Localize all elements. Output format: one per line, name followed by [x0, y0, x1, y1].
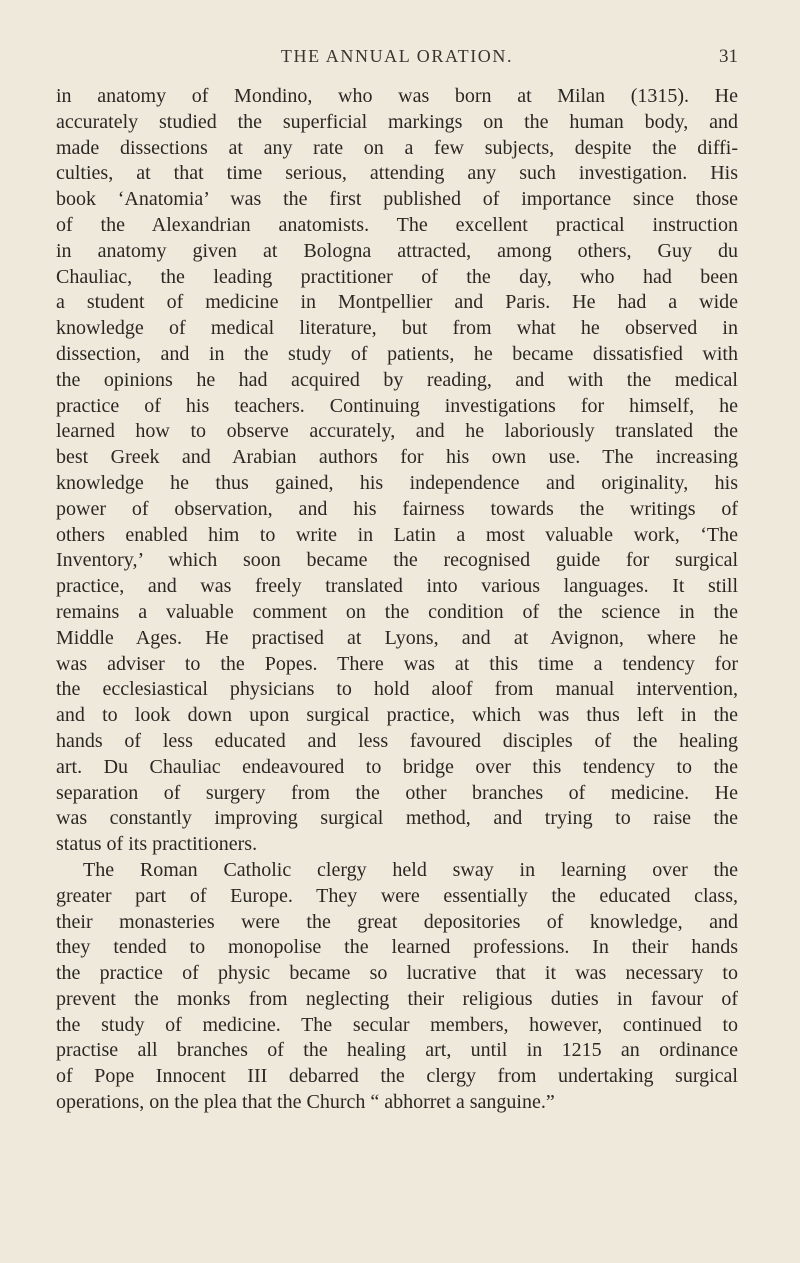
text-line: made dissections at any rate on a few subjects, despite the diffi- — [56, 136, 738, 159]
text-line: best Greek and Arabian authors for his own use. The increasing — [56, 446, 738, 469]
paragraph-last-line: operations, on the plea that the Church “ abhorret a sanguine.” — [56, 1091, 555, 1114]
text-line: practice, and was freely translated into various languages. It still — [56, 575, 738, 598]
text-line: and to look down upon surgical practice, which was thus left in the — [56, 704, 738, 727]
text-line: dissection, and in the study of patients, he became dissatisfied with — [56, 342, 738, 365]
text-line: Middle Ages. He practised at Lyons, and at Avignon, where he — [56, 626, 738, 649]
text-line: prevent the monks from neglecting their religious duties in favour of — [56, 987, 738, 1010]
text-line: the ecclesiastical physicians to hold aloof from manual intervention, — [56, 678, 738, 701]
text-line: the practice of physic became so lucrative that it was necessary to — [56, 962, 738, 985]
running-header — [56, 46, 738, 70]
body-text — [56, 84, 738, 1116]
text-line: greater part of Europe. They were essentially the educated class, — [56, 884, 738, 907]
text-line: the study of medicine. The secular members, however, continued to — [56, 1013, 738, 1036]
text-line: accurately studied the superficial markings on the human body, and — [56, 110, 738, 133]
text-line: remains a valuable comment on the condition of the science in the — [56, 600, 738, 623]
text-line: others enabled him to write in Latin a most valuable work, ‘The — [56, 523, 738, 546]
text-line: learned how to observe accurately, and he laboriously translated the — [56, 420, 738, 443]
paragraph-first-line: The Roman Catholic clergy held sway in learning over the — [83, 858, 738, 881]
page-number: 31 — [719, 46, 738, 67]
text-line: of Pope Innocent III debarred the clergy from undertaking surgical — [56, 1065, 738, 1088]
text-line: separation of surgery from the other branches of medicine. He — [56, 781, 738, 804]
text-line: of the Alexandrian anatomists. The excellent practical instruction — [56, 213, 738, 236]
text-line: art. Du Chauliac endeavoured to bridge over this tendency to the — [56, 755, 738, 778]
text-line: practise all branches of the healing art, until in 1215 an ordinance — [56, 1039, 738, 1062]
text-line: a student of medicine in Montpellier and Paris. He had a wide — [56, 291, 738, 314]
text-line: hands of less educated and less favoured disciples of the healing — [56, 729, 738, 752]
text-line: in anatomy given at Bologna attracted, among others, Guy du — [56, 239, 738, 262]
text-line: knowledge he thus gained, his independence and originality, his — [56, 471, 738, 494]
text-line: power of observation, and his fairness towards the writings of — [56, 497, 738, 520]
text-line: in anatomy of Mondino, who was born at Milan (1315). He — [56, 85, 738, 107]
text-line: the opinions he had acquired by reading, and with the medical — [56, 368, 738, 391]
paragraph-last-line: status of its practitioners. — [56, 833, 258, 856]
text-line: was adviser to the Popes. There was at this time a tendency for — [56, 652, 738, 675]
text-line: their monasteries were the great depositories of knowledge, and — [56, 910, 738, 933]
text-line: book ‘Anatomia’ was the first published of importance since those — [56, 188, 738, 211]
text-line: culties, at that time serious, attending any such investigation. His — [56, 162, 738, 185]
text-line: Chauliac, the leading practitioner of the day, who had been — [56, 265, 738, 288]
text-line: was constantly improving surgical method, and trying to raise the — [56, 807, 738, 830]
text-line: Inventory,’ which soon became the recognised guide for surgical — [56, 549, 738, 572]
running-title: THE ANNUAL ORATION. — [280, 46, 514, 66]
text-line: practice of his teachers. Continuing investigations for himself, he — [56, 394, 738, 417]
text-line: they tended to monopolise the learned professions. In their hands — [56, 936, 738, 959]
text-line: knowledge of medical literature, but from what he observed in — [56, 317, 738, 340]
